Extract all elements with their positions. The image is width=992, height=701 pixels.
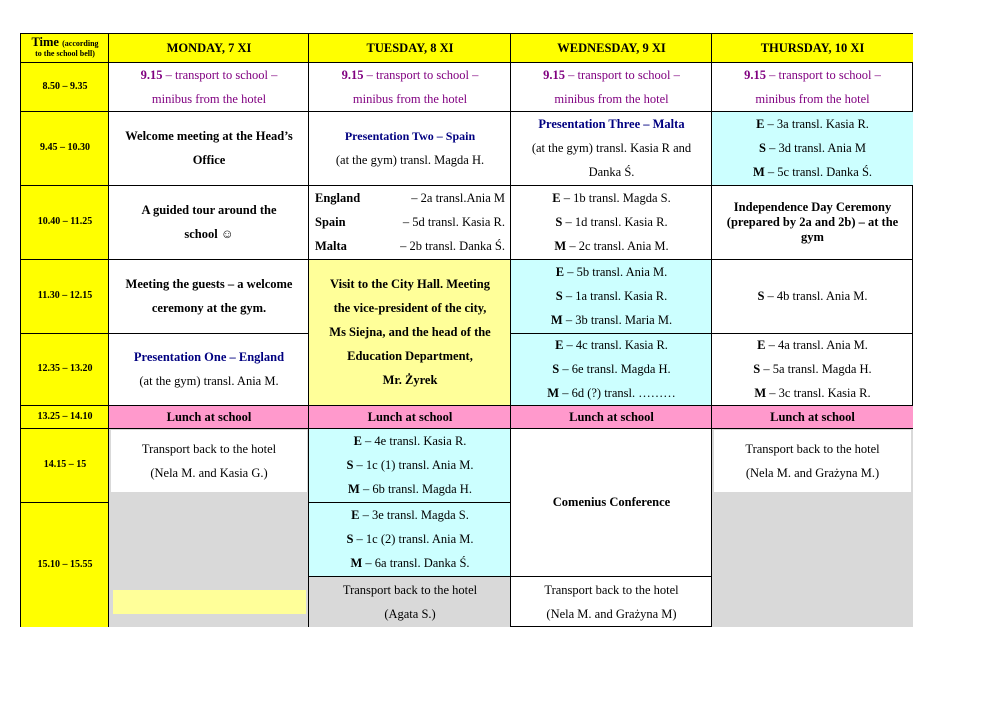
thursday-transport: 9.15 – transport to school – minibus from the hotel (744, 67, 881, 106)
time-slot-5: 12.35 – 13.20 (37, 363, 93, 374)
grid-line (21, 62, 913, 63)
grid-line (510, 34, 511, 627)
monday-guided-tour: A guided tour around the school ☺ (141, 203, 277, 241)
grid-line (309, 576, 712, 577)
grid-line (309, 502, 511, 503)
monday-presentation-one: Presentation One – England (at the gym) transl. Ania M. (133, 350, 285, 388)
wednesday-presentation-three: Presentation Three – Malta (at the gym) transl. Kasia R and Danka Ś. (531, 117, 692, 179)
thursday-slot-2: E – 3a transl. Kasia R. S – 3d transl. Ania M M – 5c transl. Danka Ś. (712, 111, 913, 185)
grid-line (511, 333, 913, 334)
grid-line (21, 428, 913, 429)
grid-line (21, 405, 913, 406)
schedule-table (20, 33, 913, 627)
wednesday-transport: 9.15 – transport to school – minibus from the hotel (543, 67, 680, 106)
grid-line (711, 34, 712, 627)
tuesday-transport: 9.15 – transport to school – minibus from the hotel (341, 67, 479, 106)
time-slot-8: 15.10 – 15.55 (37, 558, 93, 570)
time-slot-4: 11.30 – 12.15 (37, 290, 93, 301)
thursday-slot-5: E – 4a transl. Ania M. S – 5a transl. Magda H. M – 3c transl. Kasia R. (753, 338, 872, 400)
thursday-lunch: Lunch at school (712, 405, 913, 428)
wednesday-header: WEDNESDAY, 9 XI (511, 34, 712, 62)
thursday-transport-back: Transport back to the hotel (Nela M. and Grażyna M.) (714, 430, 911, 492)
grid-line (108, 34, 109, 627)
tuesday-group-malta: Malta – 2b transl. Danka Ś. (315, 239, 505, 253)
time-slot-7: 14.15 – 15 (43, 459, 87, 470)
wednesday-lunch: Lunch at school (511, 405, 712, 428)
grid-line (21, 259, 913, 260)
tuesday-city-hall-visit: Visit to the City Hall. Meeting the vice-president of the city, Ms Siejna, and the head of the Education Department, Mr. Żyrek (309, 259, 511, 405)
tuesday-lunch: Lunch at school (309, 405, 511, 428)
thursday-afternoon (712, 428, 913, 627)
time-header: Time (according to the school bell) (31, 35, 99, 58)
grid-line (308, 34, 309, 627)
tuesday-groups (309, 185, 511, 259)
wednesday-slot-5: E – 4c transl. Kasia R. S – 6e transl. Magda H. M – 6d (?) transl. ……… (511, 333, 712, 405)
grid-line (21, 333, 309, 334)
thursday-independence-day: Independence Day Ceremony (prepared by 2a and 2b) – at the gym (726, 199, 899, 244)
grid-line (21, 185, 913, 186)
tuesday-group-england: England – 2a transl.Ania M (315, 191, 505, 205)
monday-lunch: Lunch at school (109, 405, 309, 428)
wednesday-comenius-conference: Comenius Conference (552, 495, 671, 509)
time-slot-1: 8.50 – 9.35 (42, 80, 88, 92)
monday-empty-yellow-box (113, 590, 306, 614)
wednesday-slot-3: E – 1b transl. Magda S. S – 1d transl. Kasia R. M – 2c transl. Ania M. (552, 191, 671, 253)
time-slot-2: 9.45 – 10.30 (40, 142, 90, 153)
wednesday-transport-back: Transport back to the hotel (Nela M. and Grażyna M) (544, 582, 679, 621)
time-slot-3: 10.40 – 11.25 (37, 216, 93, 227)
tuesday-afternoon-group-2: E – 3e transl. Magda S. S – 1c (2) transl. Ania M. M – 6a transl. Danka Ś. (309, 502, 511, 576)
grid-line (21, 111, 913, 112)
tuesday-presentation-two: Presentation Two – Spain (at the gym) transl. Magda H. (335, 129, 485, 167)
monday-welcome-ceremony: Meeting the guests – a welcome ceremony at the gym. (125, 277, 293, 315)
tuesday-group-spain: Spain – 5d transl. Kasia R. (315, 215, 505, 229)
monday-transport-back: Transport back to the hotel (Nela M. and Kasia G.) (111, 430, 307, 492)
wednesday-slot-4: E – 5b transl. Ania M. S – 1a transl. Kasia R. M – 3b transl. Maria M. (511, 259, 712, 333)
thursday-slot-4: S – 4b transl. Ania M. (757, 289, 868, 303)
grid-line (21, 502, 109, 503)
monday-transport: 9.15 – transport to school – minibus from the hotel (140, 67, 278, 106)
tuesday-transport-back: Transport back to the hotel (Agata S.) (309, 576, 511, 627)
tuesday-afternoon-group-1: E – 4e transl. Kasia R. S – 1c (1) transl. Ania M. M – 6b transl. Magda H. (309, 428, 511, 502)
thursday-header: THURSDAY, 10 XI (712, 34, 913, 62)
tuesday-header: TUESDAY, 8 XI (309, 34, 511, 62)
monday-header: MONDAY, 7 XI (109, 34, 309, 62)
time-slot-6: 13.25 – 14.10 (37, 410, 93, 422)
monday-welcome-meeting: Welcome meeting at the Head’s Office (125, 129, 293, 167)
